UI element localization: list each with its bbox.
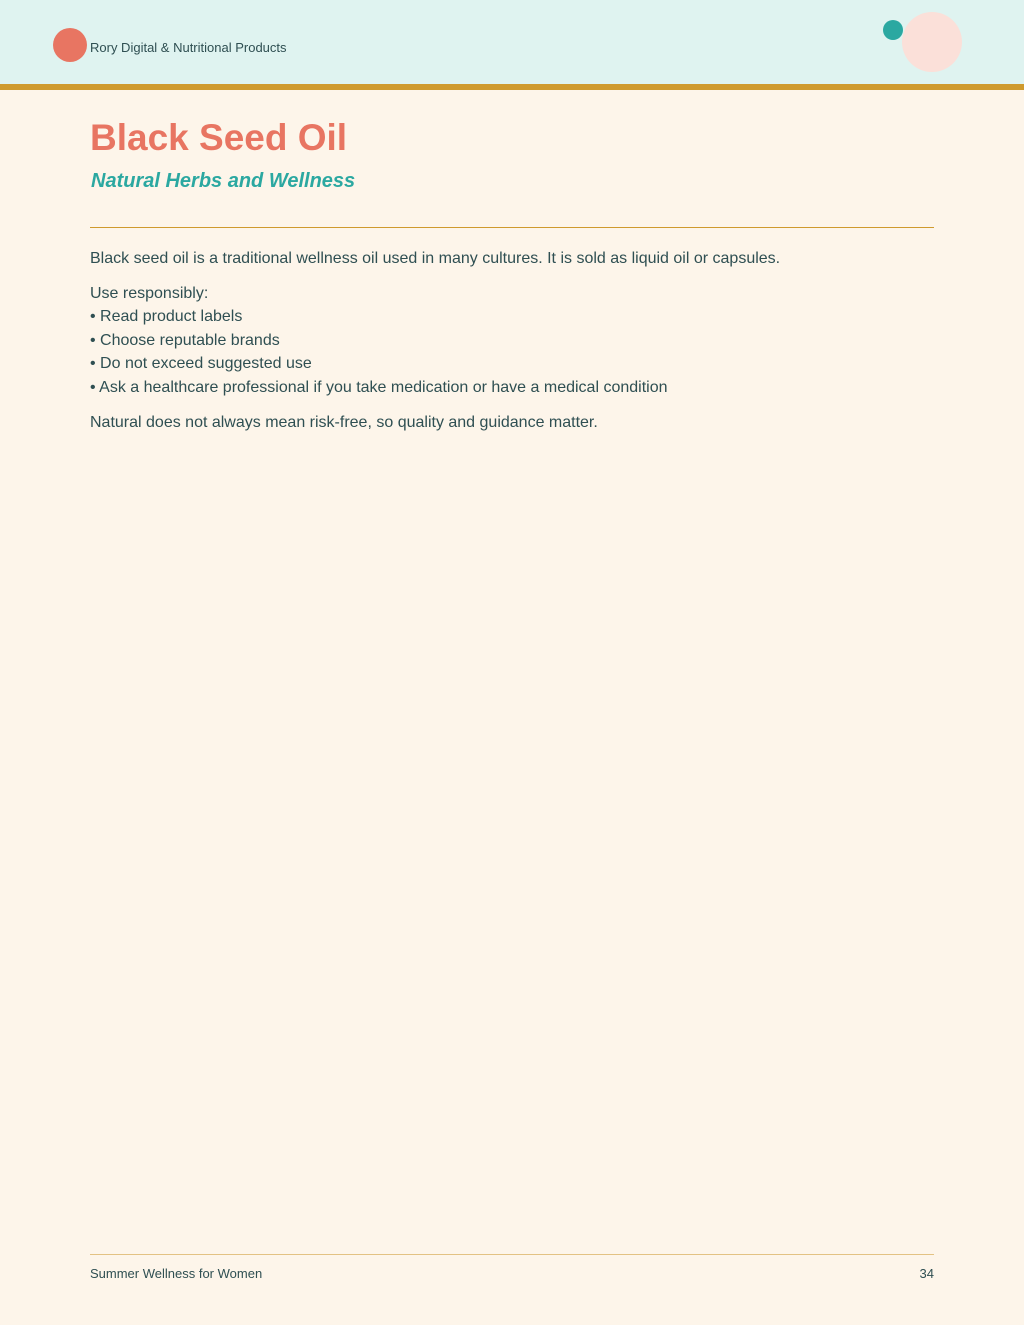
use-responsibly-heading: Use responsibly:: [90, 285, 209, 302]
tip-item: • Read product labels: [90, 308, 243, 325]
decorative-circle-small-icon: [883, 20, 903, 40]
article-subtitle: Natural Herbs and Wellness: [91, 170, 356, 192]
intro-paragraph: Black seed oil is a traditional wellness oil used in many cultures. It is sold as liquid oil or capsules.: [90, 250, 781, 267]
title-divider: [90, 227, 934, 228]
tips-list: [90, 305, 934, 399]
article-title: Black Seed Oil: [90, 117, 348, 158]
logo-circle-icon: [53, 28, 87, 62]
header-divider: [0, 84, 1024, 90]
closing-paragraph: Natural does not always mean risk-free, so quality and guidance matter.: [90, 414, 598, 431]
publication-name: Summer Wellness for Women: [90, 1266, 263, 1281]
brand-name: Rory Digital & Nutritional Products: [90, 40, 287, 55]
page-number: 34: [919, 1266, 934, 1281]
decorative-circle-large-icon: [902, 12, 962, 72]
tip-item: • Do not exceed suggested use: [90, 355, 312, 372]
footer-divider: [90, 1254, 934, 1255]
page-header: [0, 0, 1024, 84]
tip-item: • Choose reputable brands: [90, 331, 280, 349]
tip-item: • Ask a healthcare professional if you take medication or have a medical condition: [90, 378, 668, 396]
